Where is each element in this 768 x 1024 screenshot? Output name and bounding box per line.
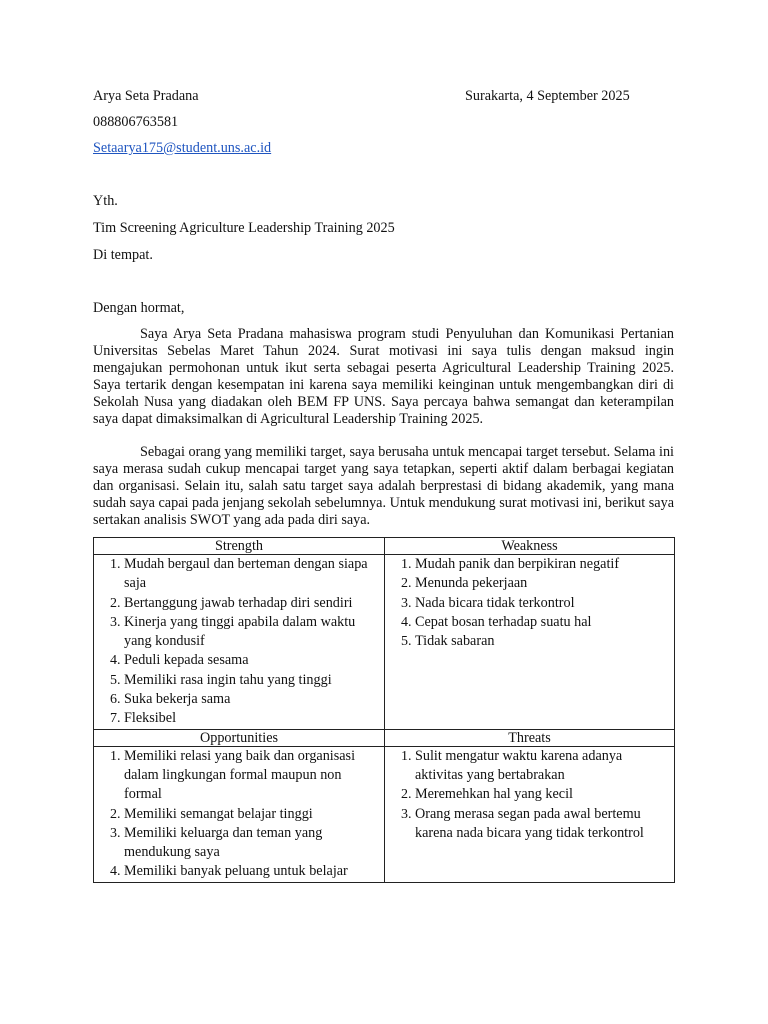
list-item: 3. Kinerja yang tinggi apabila dalam waktu yang kondusif [124, 613, 380, 652]
phone-number: 088806763581 [93, 114, 179, 130]
swot-header-row-2 [94, 729, 675, 746]
list-item: 6. Suka bekerja sama [124, 690, 380, 709]
sender-name: Arya Seta Pradana [93, 88, 199, 104]
list-item: 3. Nada bicara tidak terkontrol [415, 594, 670, 613]
list-item: 4. Memiliki banyak peluang untuk belajar [124, 862, 380, 881]
list-item: 5. Memiliki rasa ingin tahu yang tinggi [124, 671, 380, 690]
salutation-to: Yth. [93, 193, 118, 209]
swot-table [93, 537, 675, 883]
swot-row-sw [94, 555, 675, 730]
threats-cell [385, 746, 675, 882]
opportunities-cell [94, 746, 385, 882]
list-item: 4. Peduli kepada sesama [124, 651, 380, 670]
list-item: 4. Cepat bosan terhadap suatu hal [415, 613, 670, 632]
place-date: Surakarta, 4 September 2025 [465, 88, 630, 104]
list-item: 2. Memiliki semangat belajar tinggi [124, 805, 380, 824]
body-paragraph-2: Sebagai orang yang memiliki target, saya berusaha untuk mencapai target tersebut. Selama ini saya merasa sudah cukup mencapai target yang saya tetapkan, seperti aktif dalam berbagai kegiatan dan organisasi. Selain itu, salah satu target saya adalah berprestasi di bidang akademik, yang mana sudah saya capai pada jenjang sekolah sebelumnya. Untuk mendukung surat motivasi ini, berikut saya sertakan analisis SWOT yang ada pada diri saya. [93, 444, 674, 528]
list-item: 5. Tidak sabaran [415, 632, 670, 651]
strength-cell [94, 555, 385, 730]
weakness-list [385, 555, 674, 651]
swot-header-row [94, 538, 675, 555]
swot-row-ot [94, 746, 675, 882]
list-item: 3. Orang merasa segan pada awal bertemu karena nada bicara yang tidak terkontrol [415, 805, 670, 844]
list-item: 1. Mudah bergaul dan berteman dengan siapa saja [124, 555, 380, 594]
recipient-name: Tim Screening Agriculture Leadership Training 2025 [93, 220, 395, 236]
weakness-cell [385, 555, 675, 730]
threats-list [385, 747, 674, 843]
strength-header: Strength [94, 538, 385, 555]
strength-list [94, 555, 384, 729]
recipient-location: Di tempat. [93, 247, 153, 263]
body-paragraph-1: Saya Arya Seta Pradana mahasiswa program studi Penyuluhan dan Komunikasi Pertanian Universitas Sebelas Maret Tahun 2024. Surat motivasi ini saya tulis dengan maksud ingin mengajukan permohonan untuk ikut serta sebagai peserta Agricultural Leadership Training 2025. Saya tertarik dengan kesempatan ini karena saya memiliki keinginan untuk mengembangkan diri di Sekolah Nusa yang diadakan oleh BEM FP UNS. Saya percaya bahwa semangat dan keterampilan saya dapat dimaksimalkan di Agricultural Leadership Training 2025. [93, 326, 674, 427]
opportunities-header: Opportunities [94, 729, 385, 746]
threats-header: Threats [385, 729, 675, 746]
list-item: 2. Bertanggung jawab terhadap diri sendiri [124, 594, 380, 613]
list-item: 2. Menunda pekerjaan [415, 574, 670, 593]
email-link[interactable]: Setaarya175@student.uns.ac.id [93, 140, 272, 156]
list-item: 3. Memiliki keluarga dan teman yang mendukung saya [124, 824, 380, 863]
greeting: Dengan hormat, [93, 300, 185, 316]
list-item: 1. Memiliki relasi yang baik dan organisasi dalam lingkungan formal maupun non formal [124, 747, 380, 805]
opportunities-list [94, 747, 384, 882]
list-item: 1. Mudah panik dan berpikiran negatif [415, 555, 670, 574]
weakness-header: Weakness [385, 538, 675, 555]
list-item: 2. Meremehkan hal yang kecil [415, 785, 670, 804]
list-item: 1. Sulit mengatur waktu karena adanya aktivitas yang bertabrakan [415, 747, 670, 786]
list-item: 7. Fleksibel [124, 709, 380, 728]
